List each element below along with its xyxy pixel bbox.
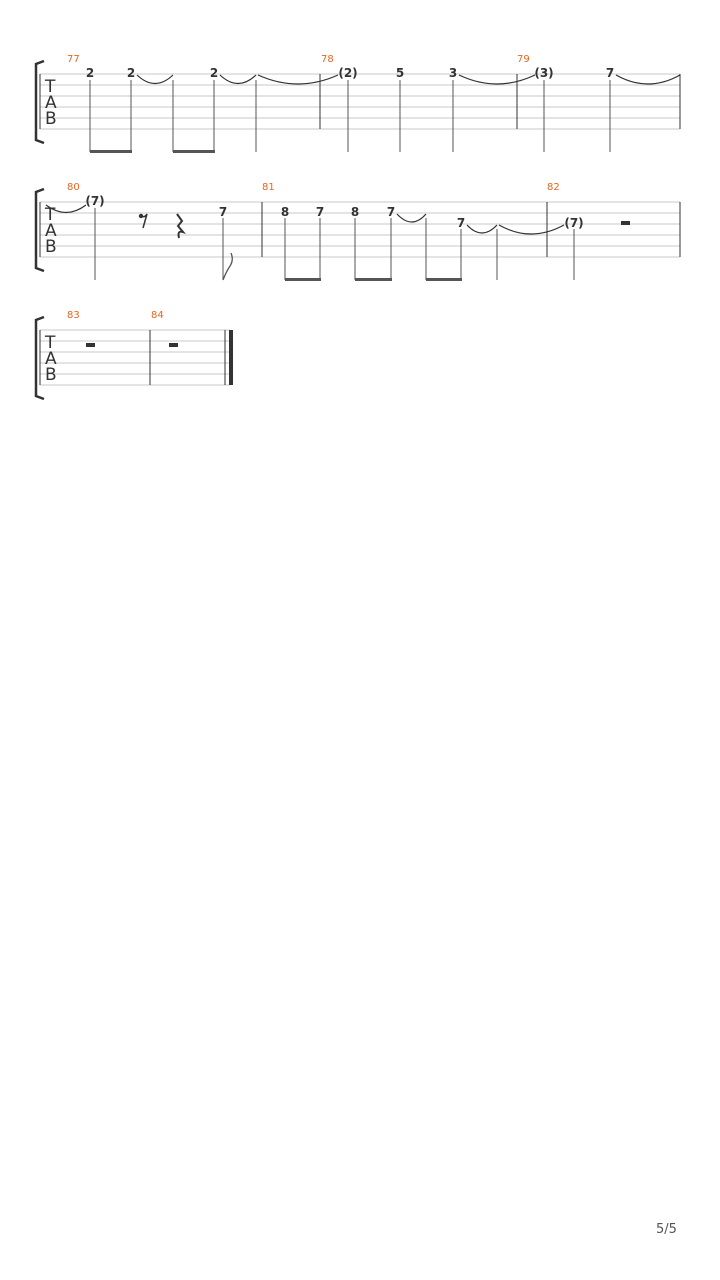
system-2 [36,182,680,281]
tab-letter-t: T [45,77,56,97]
fret-number: 2 [126,66,136,80]
tab-letter-b: B [45,109,57,129]
tab-letter-t: T [45,205,56,225]
ties [137,75,680,84]
staff-lines [40,330,230,385]
fret-numbers [86,66,614,80]
measure-number: 82 [547,182,560,193]
fret-number: 2 [209,66,219,80]
fret-number: 3 [448,66,458,80]
fret-number: 7 [605,66,615,80]
measure-number: 79 [517,54,530,65]
tab-letter-t: T [45,333,56,353]
fret-number: (7) [564,216,584,230]
staff-lines [40,202,680,257]
measure-number: 77 [67,54,80,65]
tab-letter-a: A [45,349,57,369]
note-stems [95,208,574,280]
system-1 [36,54,680,153]
beams [285,278,462,281]
measure-number: 81 [262,182,275,193]
tab-letter-b: B [45,237,57,257]
barlines [40,74,680,129]
half-rest-icon [169,343,178,347]
fret-number: 7 [218,205,228,219]
measure-number: 80 [67,182,80,193]
eighth-rest-icon [139,214,147,228]
quarter-rest-icon [177,214,183,238]
measure-number: 84 [151,310,164,321]
staff-lines [40,74,680,129]
fret-number: 7 [386,205,396,219]
fret-numbers [85,194,583,230]
measure-number: 78 [321,54,334,65]
system-3 [36,310,233,399]
tab-letter-a: A [45,221,57,241]
barlines [40,330,225,385]
note-stems [90,80,610,152]
tab-letter-a: A [45,93,57,113]
fret-number: 8 [280,205,290,219]
final-barline [229,330,233,385]
ties [46,205,564,234]
fret-number: (2) [338,66,358,80]
half-rest-icon [621,221,630,225]
half-rest-icon [86,343,95,347]
fret-number: 8 [350,205,360,219]
fret-number: (7) [85,194,105,208]
measure-number: 83 [67,310,80,321]
fret-number: (3) [534,66,554,80]
fret-number: 7 [315,205,325,219]
beams [90,150,215,153]
fret-number: 7 [456,216,466,230]
fret-number: 2 [85,66,95,80]
fret-number: 5 [395,66,405,80]
tab-letter-b: B [45,365,57,385]
page-number: 5/5 [656,1222,677,1237]
barlines [40,202,680,257]
